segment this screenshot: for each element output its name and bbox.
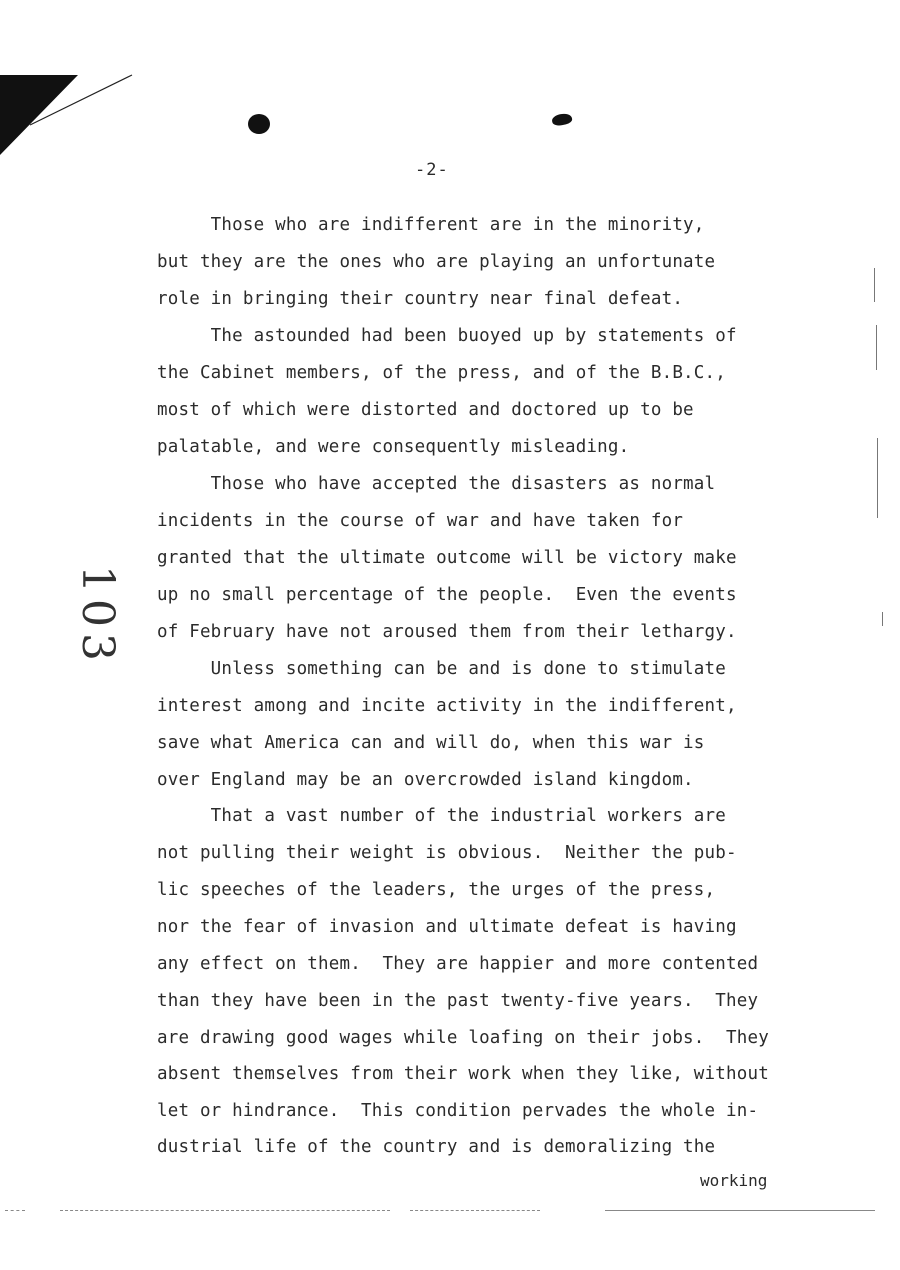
text-line: up no small percentage of the people. Even the events	[157, 585, 737, 605]
text-line: That a vast number of the industrial workers are	[157, 806, 727, 826]
corner-mark	[0, 70, 135, 160]
text-line: role in bringing their country near final defeat.	[157, 289, 684, 309]
text-line: palatable, and were consequently misleading.	[157, 437, 630, 457]
bottom-rule	[410, 1210, 540, 1211]
text-line: absent themselves from their work when they like, without	[157, 1064, 769, 1084]
page-number: -2-	[415, 160, 449, 180]
catchword: working	[700, 1171, 768, 1190]
margin-tick	[876, 325, 877, 370]
text-line: the Cabinet members, of the press, and of the B.B.C.,	[157, 363, 727, 383]
margin-tick	[877, 438, 878, 518]
text-line: lic speeches of the leaders, the urges of the press,	[157, 880, 716, 900]
bottom-rule	[60, 1210, 390, 1211]
text-line: Those who have accepted the disasters as normal	[157, 474, 716, 494]
text-line: not pulling their weight is obvious. Neither the pub-	[157, 843, 737, 863]
text-line: over England may be an overcrowded island kingdom.	[157, 770, 694, 790]
text-line: Unless something can be and is done to stimulate	[157, 659, 727, 679]
text-line: Those who are indifferent are in the minority,	[157, 215, 705, 235]
bottom-rule	[605, 1210, 875, 1211]
ink-blot	[248, 114, 270, 134]
text-line: of February have not aroused them from their lethargy.	[157, 622, 737, 642]
text-line: save what America can and will do, when this war is	[157, 733, 705, 753]
text-line: nor the fear of invasion and ultimate defeat is having	[157, 917, 737, 937]
margin-tick	[874, 268, 875, 302]
text-line: granted that the ultimate outcome will be victory make	[157, 548, 737, 568]
margin-tick	[882, 612, 883, 626]
text-line: The astounded had been buoyed up by statements of	[157, 326, 737, 346]
text-line: are drawing good wages while loafing on their jobs. They	[157, 1028, 769, 1048]
text-line: but they are the ones who are playing an unfortunate	[157, 252, 716, 272]
text-line: interest among and incite activity in the indifferent,	[157, 696, 737, 716]
text-line: incidents in the course of war and have taken for	[157, 511, 684, 531]
text-line: most of which were distorted and doctored up to be	[157, 400, 694, 420]
text-line: dustrial life of the country and is demoralizing the	[157, 1137, 716, 1157]
ink-blot	[551, 112, 573, 127]
bottom-rule	[5, 1210, 25, 1211]
handwritten-margin-note: 103	[72, 565, 123, 667]
text-line: any effect on them. They are happier and more contented	[157, 954, 759, 974]
text-line: than they have been in the past twenty-five years. They	[157, 991, 759, 1011]
text-line: let or hindrance. This condition pervades the whole in-	[157, 1101, 759, 1121]
